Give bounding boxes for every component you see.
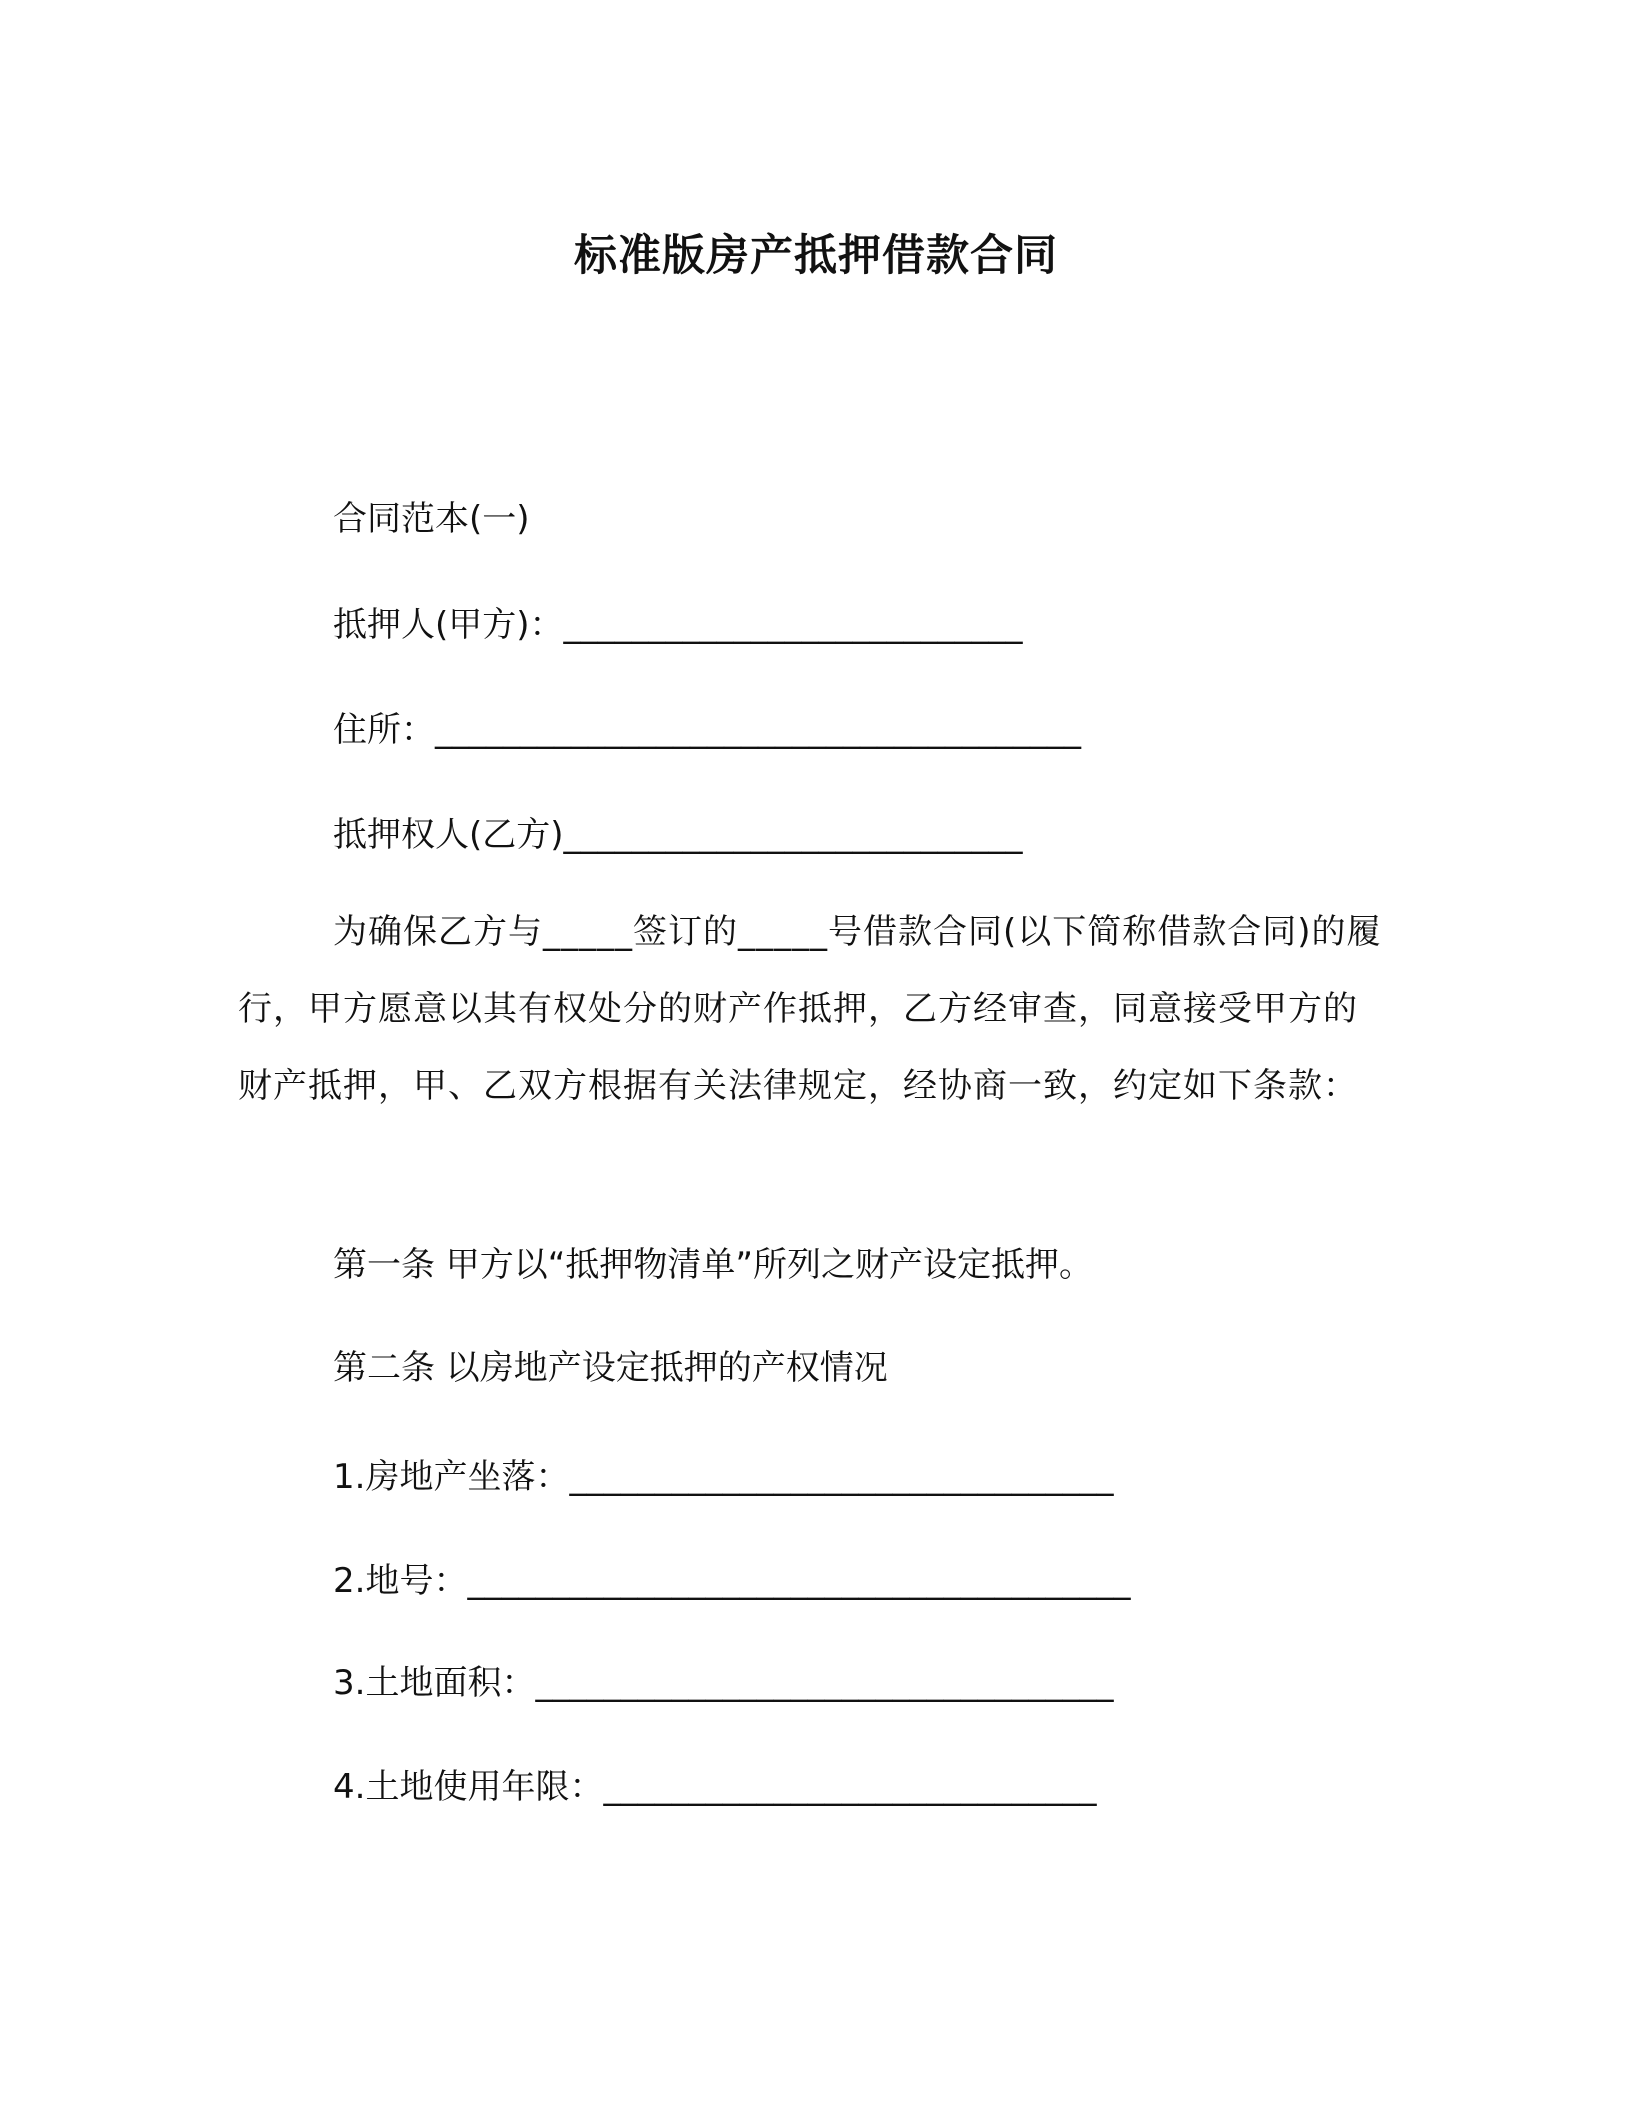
item-2-land-number: 2.地号：_______________________________________ [333,1561,1131,1601]
article-2: 第二条 以房地产设定抵押的产权情况 [333,1348,888,1388]
address-line: 住所：______________________________________ [333,710,1081,750]
contract-sample-heading: 合同范本(一) [333,499,530,539]
item-4-land-use-term: 4.土地使用年限：_____________________________ [333,1767,1097,1807]
mortgagee-line: 抵押权人(乙方)___________________________ [333,815,1023,855]
document-title: 标准版房产抵押借款合同 [574,231,1058,281]
article-1: 第一条 甲方以“抵押物清单”所列之财产设定抵押。 [333,1245,1094,1285]
mortgagor-line: 抵押人(甲方)：___________________________ [333,605,1023,645]
preamble-paragraph: 为确保乙方与_____签订的_____号借款合同(以下简称借款合同)的履行，甲方愿意以其有权处分的财产作抵押，乙方经审查，同意接受甲方的财产抵押，甲、乙双方根据有关法律规定，经协商一致，约定如下条款： [238,912,1382,1106]
item-1-property-location: 1.房地产坐落：________________________________ [333,1457,1114,1497]
item-3-land-area: 3.土地面积：__________________________________ [333,1663,1114,1703]
